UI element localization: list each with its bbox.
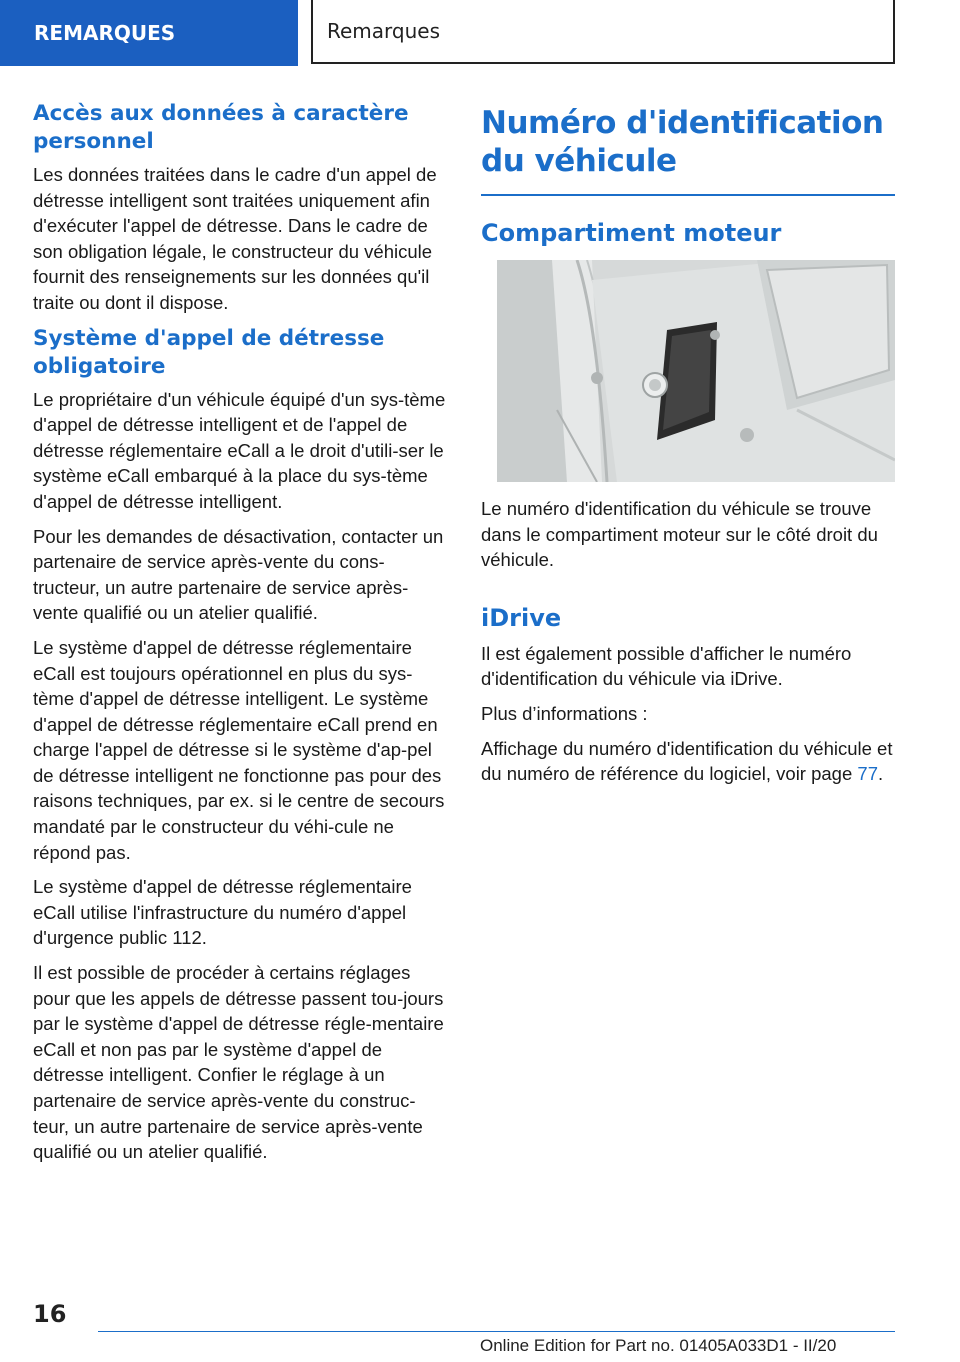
engine-compartment-photo xyxy=(497,260,895,482)
footer-edition: Online Edition for Part no. 01405A033D1 - II/20 xyxy=(480,1336,837,1355)
reference-end: . xyxy=(877,763,884,785)
heading-engine-compartment: Compartiment moteur xyxy=(481,219,782,247)
page-number: 16 xyxy=(33,1300,67,1328)
engine-compartment-illustration xyxy=(497,260,895,482)
paragraph-mandatory-5: Il est possible de procéder à certains réglages pour que les appels de détresse passent tou‐jours par le système d'appel de détresse régle‐mentaire eCall et non pas par le système d'appel de détresse intelligent. Confier le réglage à un partenaire de service après-vente du construc‐teur, un autre partenaire de service après-vente qualifié ou un atelier qualifié. xyxy=(33,962,444,1163)
reference-text: Affichage du numéro d'identification du véhicule et du numéro de référence du logiciel, voir page xyxy=(481,737,893,785)
section-title: Remarques xyxy=(311,0,895,64)
paragraph-personal-data: Les données traitées dans le cadre d'un appel de détresse intelligent sont traitées uniquement afin d'exécuter l'appel de détresse. Dans le cadre de son obligation légale, le constructeur du véhicule fournit des renseignements sur les données qu'il traite ou dont il dispose. xyxy=(33,164,437,313)
paragraph-vin-location: Le numéro d'identification du véhicule se trouve dans le compartiment moteur sur le côté droit du véhicule. xyxy=(481,498,878,571)
right-column xyxy=(481,100,895,796)
paragraph-mandatory-2: Pour les demandes de désactivation, contacter un partenaire de service après-vente du cons‐tructeur, un autre partenaire de service après-vente qualifié ou un atelier qualifié. xyxy=(33,525,444,624)
paragraph-reference xyxy=(481,736,895,787)
section-tab: REMARQUES xyxy=(0,0,298,66)
paragraph-more-info: Plus d’informations : xyxy=(481,702,648,724)
paragraph-mandatory-3: Le système d'appel de détresse réglementaire eCall est toujours opérationnel en plus du sys‐tème d'appel de détresse intelligent. Le système d'appel de détresse réglementaire eCall prend en charge l'appel de détresse si le système d'ap‐pel de détresse intelligent ne fonctionne pas pour des raisons techniques, par ex. si le centre de secours mandaté par le constructeur du véhi‐cule ne répond pas. xyxy=(33,636,445,863)
paragraph-mandatory-4: Le système d'appel de détresse réglementaire eCall utilise l'infrastructure du numéro d'appel d'urgence public 112. xyxy=(33,876,412,949)
footer-divider xyxy=(98,1331,895,1332)
paragraph-mandatory-1: Le propriétaire d'un véhicule équipé d'un sys‐tème d'appel de détresse intelligent et de l'appel de détresse réglementaire eCall a le droit d'utili‐ser le système eCall embarqué à la place du sys‐tème d'appel de détresse intelligent. xyxy=(33,388,446,512)
heading-mandatory-emergency-call: Système d'appel de détresse obligatoire xyxy=(33,325,385,379)
paragraph-idrive: Il est également possible d'afficher le numéro d'identification du véhicule via iDrive. xyxy=(481,642,852,690)
heading-personal-data: Accès aux données à caractère personnel xyxy=(33,101,409,154)
left-column xyxy=(33,100,449,1174)
page-title: Numéro d'identification du véhicule xyxy=(481,105,884,179)
heading-idrive: iDrive xyxy=(481,603,562,632)
title-divider xyxy=(481,194,895,196)
page-link[interactable]: 77 xyxy=(857,763,878,785)
